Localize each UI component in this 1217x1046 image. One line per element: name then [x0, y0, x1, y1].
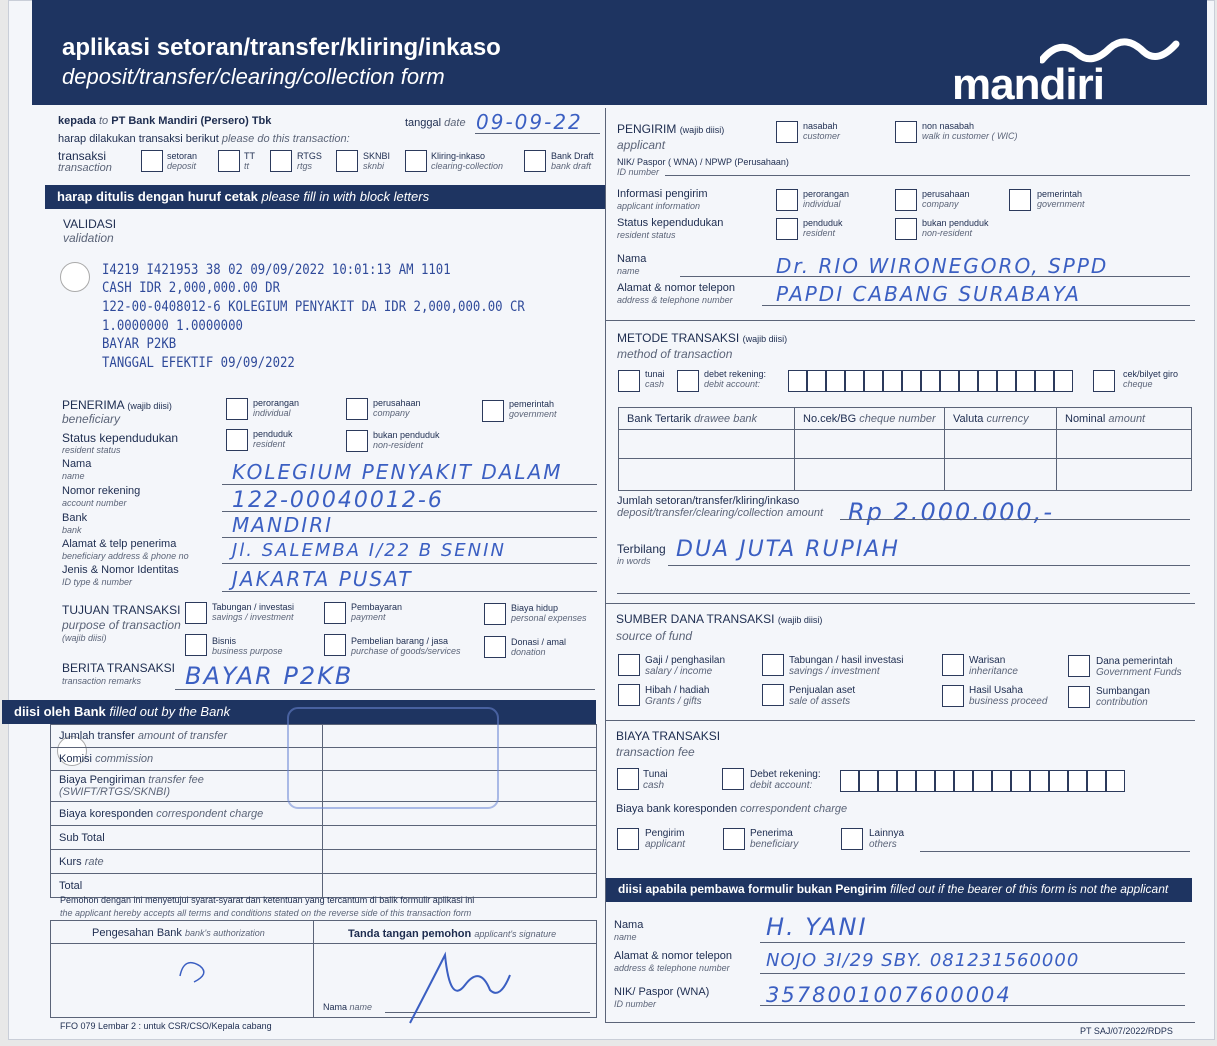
fee-penerima-label: Penerima beneficiary	[750, 828, 799, 850]
bank-bar: diisi oleh Bank filled out by the Bank	[2, 700, 596, 724]
field-line	[760, 942, 1185, 943]
donasi-label: Donasi / amal donation	[511, 637, 567, 657]
field-line	[840, 519, 1190, 520]
tujuan-title: TUJUAN TRANSAKSI	[62, 603, 181, 617]
perorangan-checkbox[interactable]	[226, 398, 248, 420]
nasabah-checkbox[interactable]	[776, 121, 798, 143]
tabungan-label: Tabungan / investasi savings / investment	[212, 602, 295, 622]
sender-penduduk-checkbox[interactable]	[776, 218, 798, 240]
sender-perorangan-checkbox[interactable]	[776, 189, 798, 211]
cheque-cell[interactable]	[945, 430, 1057, 459]
bisnis-checkbox[interactable]	[185, 634, 207, 656]
fee-tunai-label: Tunai cash	[643, 769, 668, 791]
account-digit-cell[interactable]	[1016, 370, 1035, 392]
hasil-usaha-label: Hasil Usaha business proceed	[969, 685, 1048, 707]
account-digit-cell[interactable]	[954, 770, 973, 792]
fee-tunai-checkbox[interactable]	[617, 768, 639, 790]
field-line	[762, 305, 1190, 306]
pengirim-title: PENGIRIM (wajib diisi)	[617, 122, 725, 136]
sender-bukan-penduduk-label: bukan penduduk non-resident	[922, 218, 989, 238]
setoran-label: setoran deposit	[167, 151, 198, 171]
block-letters-bar: harap ditulis dengan huruf cetak please fill in with block letters	[45, 185, 605, 209]
bank-draft-label: Bank Draft bank draft	[551, 151, 594, 171]
tabungan-hasil-checkbox[interactable]	[762, 654, 784, 676]
sknbi-checkbox[interactable]	[336, 150, 358, 172]
sender-perusahaan-checkbox[interactable]	[895, 189, 917, 211]
sender-address-value: PAPDI CABANG SURABAYA	[776, 282, 1081, 306]
field-line	[222, 484, 597, 485]
account-digit-cell[interactable]	[807, 370, 826, 392]
nama-label: Nama name	[62, 458, 92, 481]
bearer-id-label: NIK/ Paspor (WNA) ID number	[614, 986, 710, 1009]
account-digit-cell[interactable]	[840, 770, 859, 792]
signer-name-label: Nama name	[323, 1002, 373, 1012]
validasi-label: VALIDASI	[63, 217, 117, 231]
biaya-title: BIAYA TRANSAKSI	[616, 729, 721, 743]
account-digit-cell[interactable]	[1011, 770, 1030, 792]
account-digit-cell[interactable]	[897, 770, 916, 792]
cheque-cell[interactable]	[795, 430, 945, 459]
amount-value: Rp 2.000.000,-	[848, 498, 1054, 526]
dana-pemerintah-checkbox[interactable]	[1068, 655, 1090, 677]
warisan-checkbox[interactable]	[942, 654, 964, 676]
bank-signature-icon	[170, 946, 230, 986]
fee-debet-checkbox[interactable]	[722, 768, 744, 790]
account-digit-cell[interactable]	[973, 770, 992, 792]
validation-line: I4219 I421953 38 02 09/09/2022 10:01:13 AM 1101	[102, 262, 451, 278]
footer-right: PT SAJ/07/2022/RDPS	[1080, 1026, 1173, 1036]
debet-label: debet rekening: debit account:	[704, 369, 767, 389]
bearer-bar: diisi apabila pembawa formulir bukan Pengirim filled out if the bearer of this form is not the applicant	[606, 878, 1192, 902]
sumbangan-label: Sumbangan contribution	[1096, 686, 1150, 708]
cheque-cell[interactable]	[619, 459, 795, 491]
validation-line: TANGGAL EFEKTIF 09/09/2022	[102, 355, 295, 371]
fee-pengirim-label: Pengirim applicant	[645, 828, 686, 850]
account-digit-cell[interactable]	[1030, 770, 1049, 792]
account-digit-cell[interactable]	[916, 770, 935, 792]
sender-pemerintah-label: pemerintah government	[1037, 189, 1085, 209]
nasabah-label: nasabah customer	[803, 121, 841, 141]
agreement-text: Pemohon dengan ini menyetujui syarat-syarat dan ketentuan yang tercantum di balik formulir aplikasi ini	[60, 895, 475, 905]
bank-value: MANDIRI	[232, 513, 333, 537]
amount-label: Jumlah setoran/transfer/kliring/inkaso deposit/transfer/clearing/collection amount	[617, 495, 824, 519]
pemerintah-checkbox[interactable]	[482, 400, 504, 422]
bukan-penduduk-checkbox[interactable]	[346, 430, 368, 452]
cheque-cell[interactable]	[1057, 459, 1192, 491]
in-words-label: in words	[617, 556, 651, 566]
validation-line: BAYAR P2KB	[102, 336, 177, 352]
bearer-id-value: 3578001007600004	[766, 983, 1012, 1007]
bukan-penduduk-label: bukan penduduk non-resident	[373, 430, 440, 450]
nik-label: NIK/ Paspor ( WNA) / NPWP (Perusahaan) ID number	[617, 157, 789, 177]
field-line	[760, 973, 1185, 974]
punch-hole	[60, 262, 90, 292]
kliring-label: Kliring-inkaso clearing-collection	[431, 151, 504, 171]
field-line	[760, 1005, 1185, 1006]
section-divider	[605, 1022, 1195, 1023]
date-value: 09-09-22	[476, 110, 583, 134]
dana-pemerintah-label: Dana pemerintah Government Funds	[1096, 656, 1182, 678]
pembayaran-checkbox[interactable]	[324, 602, 346, 624]
account-digit-cell[interactable]	[864, 370, 883, 392]
sender-perusahaan-label: perusahaan company	[922, 189, 970, 209]
validation-label: validation	[63, 231, 114, 245]
status-label: Status kependudukan	[62, 431, 179, 445]
bank-label: Bank bank	[62, 512, 88, 535]
bearer-address-value: NOJO 3I/29 SBY. 081231560000	[766, 950, 1080, 971]
validation-line: 1.0000000 1.0000000	[102, 318, 243, 334]
account-digit-cell[interactable]	[940, 370, 959, 392]
remarks-value: BAYAR P2KB	[185, 662, 354, 690]
method-label: method of transaction	[617, 347, 733, 361]
account-digit-cell[interactable]	[859, 770, 878, 792]
sender-status-label: Status kependudukan resident status	[617, 217, 724, 240]
transaction-label: transaction	[58, 162, 112, 174]
account-digit-cell[interactable]	[978, 370, 997, 392]
account-digit-cell[interactable]	[902, 370, 921, 392]
section-divider	[605, 320, 1195, 321]
sender-name-label: Nama name	[617, 253, 647, 276]
non-nasabah-checkbox[interactable]	[895, 121, 917, 143]
bearer-address-label: Alamat & nomor telepon address & telephone number	[614, 950, 733, 973]
cheque-cell[interactable]	[619, 430, 795, 459]
cek-label: cek/bilyet giro cheque	[1123, 369, 1179, 389]
fee-cell[interactable]	[323, 826, 597, 850]
sender-perorangan-label: perorangan individual	[803, 189, 850, 209]
account-digit-cell[interactable]	[1054, 370, 1073, 392]
fee-lainnya-label: Lainnya others	[869, 828, 905, 850]
field-line	[222, 591, 597, 592]
brand-logo: mandiri	[952, 60, 1104, 109]
kliring-checkbox[interactable]	[405, 150, 427, 172]
fee-cell[interactable]	[323, 874, 597, 898]
account-digit-cell[interactable]	[959, 370, 978, 392]
terbilang-label: Terbilang	[617, 542, 666, 556]
account-digit-cell[interactable]	[992, 770, 1011, 792]
sender-bukan-penduduk-checkbox[interactable]	[895, 218, 917, 240]
instruction-text: harap dilakukan transaksi berikut please do this transaction:	[58, 133, 350, 145]
gaji-checkbox[interactable]	[618, 654, 640, 676]
bearer-name-value: H. YANI	[766, 913, 868, 941]
field-line	[920, 851, 1190, 852]
biaya-hidup-checkbox[interactable]	[484, 603, 506, 625]
applicant-label: applicant	[617, 138, 666, 152]
date-label: tanggal date	[405, 117, 466, 129]
beneficiary-name-value: KOLEGIUM PENYAKIT DALAM	[232, 460, 563, 484]
tt-label: TT tt	[244, 151, 255, 171]
perorangan-label: perorangan individual	[253, 398, 300, 418]
hibah-checkbox[interactable]	[618, 684, 640, 706]
sknbi-label: SKNBI sknbi	[363, 151, 391, 171]
info-label: Informasi pengirim applicant information	[617, 188, 708, 211]
pemerintah-label: pemerintah government	[509, 399, 557, 419]
sender-name-value: Dr. RIO WIRONEGORO, SPPD	[776, 254, 1109, 278]
account-digit-cell[interactable]	[883, 370, 902, 392]
section-divider	[605, 720, 1195, 721]
remarks-label: transaction remarks	[62, 676, 142, 686]
wajib-label: (wajib diisi)	[62, 633, 107, 643]
sender-pemerintah-checkbox[interactable]	[1009, 189, 1031, 211]
fee-lainnya-checkbox[interactable]	[841, 828, 863, 850]
metode-title: METODE TRANSAKSI (wajib diisi)	[617, 331, 788, 345]
address-label: Alamat & telp penerima beneficiary address & phone no	[62, 538, 189, 561]
account-number-value: 122-00040012-6	[232, 488, 444, 513]
bank-auth-label: Pengesahan Bank bank's authorization	[92, 927, 265, 939]
status-sublabel: resident status	[62, 445, 121, 455]
account-digit-cell[interactable]	[826, 370, 845, 392]
gaji-label: Gaji / penghasilan salary / income	[645, 655, 726, 677]
beneficiary-address-value: Jl. SALEMBA I/22 B SENIN	[232, 540, 506, 561]
account-digit-cell[interactable]	[1068, 770, 1087, 792]
sumbangan-checkbox[interactable]	[1068, 686, 1090, 708]
account-digit-cell[interactable]	[1035, 370, 1054, 392]
setoran-checkbox[interactable]	[141, 150, 163, 172]
hibah-label: Hibah / hadiah Grants / gifts	[645, 685, 710, 707]
perusahaan-checkbox[interactable]	[346, 398, 368, 420]
field-line	[222, 537, 597, 538]
sender-address-label: Alamat & nomor telepon address & telephone number	[617, 282, 736, 305]
account-digit-cell[interactable]	[1049, 770, 1068, 792]
tabungan-hasil-label: Tabungan / hasil investasi savings / investment	[789, 655, 904, 677]
field-line	[665, 175, 1190, 176]
warisan-label: Warisan inheritance	[969, 655, 1018, 677]
account-digit-cell[interactable]	[935, 770, 954, 792]
rtgs-checkbox[interactable]	[270, 150, 292, 172]
tunai-checkbox[interactable]	[618, 370, 640, 392]
penerima-title: PENERIMA (wajib diisi)	[62, 398, 172, 412]
beneficiary-label: beneficiary	[62, 412, 121, 426]
bank-stamp-icon	[280, 690, 510, 820]
field-line	[222, 511, 597, 512]
sender-penduduk-label: penduduk resident	[803, 218, 843, 238]
field-line	[680, 276, 1190, 277]
rtgs-label: RTGS rtgs	[297, 151, 322, 171]
penduduk-checkbox[interactable]	[226, 429, 248, 451]
penduduk-label: penduduk resident	[253, 429, 293, 449]
account-digit-cell[interactable]	[845, 370, 864, 392]
kepada-label: kepada to PT Bank Mandiri (Persero) Tbk	[58, 115, 272, 127]
field-line	[222, 563, 597, 564]
date-line	[475, 133, 600, 134]
account-digit-cell[interactable]	[1106, 770, 1125, 792]
cheque-cell[interactable]	[945, 459, 1057, 491]
applicant-sign-label: Tanda tangan pemohon applicant's signature	[348, 928, 557, 940]
cheque-table: Bank Tertarik drawee bank No.cek/BG cheque number Valuta currency Nominal amount	[618, 407, 1192, 491]
transaksi-label: transaksi	[58, 149, 107, 163]
tabungan-checkbox[interactable]	[185, 602, 207, 624]
account-digit-cell[interactable]	[921, 370, 940, 392]
section-divider	[605, 603, 1195, 604]
cheque-cell[interactable]	[795, 459, 945, 491]
pembayaran-label: Pembayaran payment	[351, 602, 403, 622]
biaya-hidup-label: Biaya hidup personal expenses	[511, 603, 587, 623]
fee-pengirim-checkbox[interactable]	[617, 828, 639, 850]
tt-checkbox[interactable]	[218, 150, 240, 172]
perusahaan-label: perusahaan company	[373, 398, 421, 418]
debet-checkbox[interactable]	[677, 370, 699, 392]
fee-cell[interactable]	[323, 850, 597, 874]
pembelian-checkbox[interactable]	[324, 634, 346, 656]
correspondent-label: Biaya bank koresponden correspondent charge	[616, 803, 848, 815]
penjualan-aset-checkbox[interactable]	[762, 684, 784, 706]
validation-line: 122-00-0408012-6 KOLEGIUM PENYAKIT DA IDR 2,000,000.00 CR	[102, 299, 525, 315]
form-subtitle: deposit/transfer/clearing/collection form	[62, 64, 445, 89]
bisnis-label: Bisnis business purpose	[212, 636, 283, 656]
field-line	[668, 565, 1190, 566]
berita-label: BERITA TRANSAKSI	[62, 661, 175, 675]
account-digit-cell[interactable]	[997, 370, 1016, 392]
donasi-checkbox[interactable]	[484, 636, 506, 658]
fee-label: transaction fee	[616, 745, 695, 759]
signature-header-line	[50, 943, 597, 944]
bearer-name-label: Nama name	[614, 919, 644, 942]
applicant-signature-icon	[405, 945, 515, 1025]
form-title: aplikasi setoran/transfer/kliring/inkaso	[62, 34, 501, 61]
sumber-title: SUMBER DANA TRANSAKSI (wajib diisi)	[616, 612, 823, 626]
validation-line: CASH IDR 2,000,000.00 DR	[102, 280, 281, 296]
source-label: source of fund	[616, 629, 693, 643]
agreement-text-en: the applicant hereby accepts all terms and conditions stated on the reverse side of this transaction form	[60, 908, 472, 918]
hasil-usaha-checkbox[interactable]	[942, 685, 964, 707]
footer-left: FFO 079 Lembar 2 : untuk CSR/CSO/Kepala cabang	[60, 1021, 272, 1031]
fee-penerima-checkbox[interactable]	[723, 828, 745, 850]
bank-draft-checkbox[interactable]	[524, 150, 546, 172]
penjualan-aset-label: Penjualan aset sale of assets	[789, 685, 856, 707]
account-label: Nomor rekening account number	[62, 485, 141, 508]
id-label: Jenis & Nomor Identitas ID type & number	[62, 564, 179, 587]
fee-debet-label: Debet rekening: debit account:	[750, 769, 821, 791]
bank-fee-table: Jumlah transfer amount of transfer Komisi commission Biaya Pengiriman transfer fee (SWIFT/RTGS/SKNBI) Biaya koresponden correspondent charge Sub Total Kurs rate Total	[50, 724, 597, 898]
purpose-label: purpose of transaction	[62, 618, 181, 632]
non-nasabah-label: non nasabah walk in customer ( WIC)	[922, 121, 1018, 141]
field-line	[617, 593, 1190, 594]
account-digit-cell[interactable]	[878, 770, 897, 792]
account-digit-cell[interactable]	[788, 370, 807, 392]
id-value: JAKARTA PUSAT	[232, 567, 413, 591]
pembelian-label: Pembelian barang / jasa purchase of goods/services	[351, 636, 461, 656]
cheque-cell[interactable]	[1057, 430, 1192, 459]
tunai-label: tunai cash	[645, 369, 665, 389]
amount-words-value: DUA JUTA RUPIAH	[676, 537, 900, 562]
cek-checkbox[interactable]	[1093, 370, 1115, 392]
account-digit-cell[interactable]	[1087, 770, 1106, 792]
signature-divider	[313, 920, 314, 1018]
